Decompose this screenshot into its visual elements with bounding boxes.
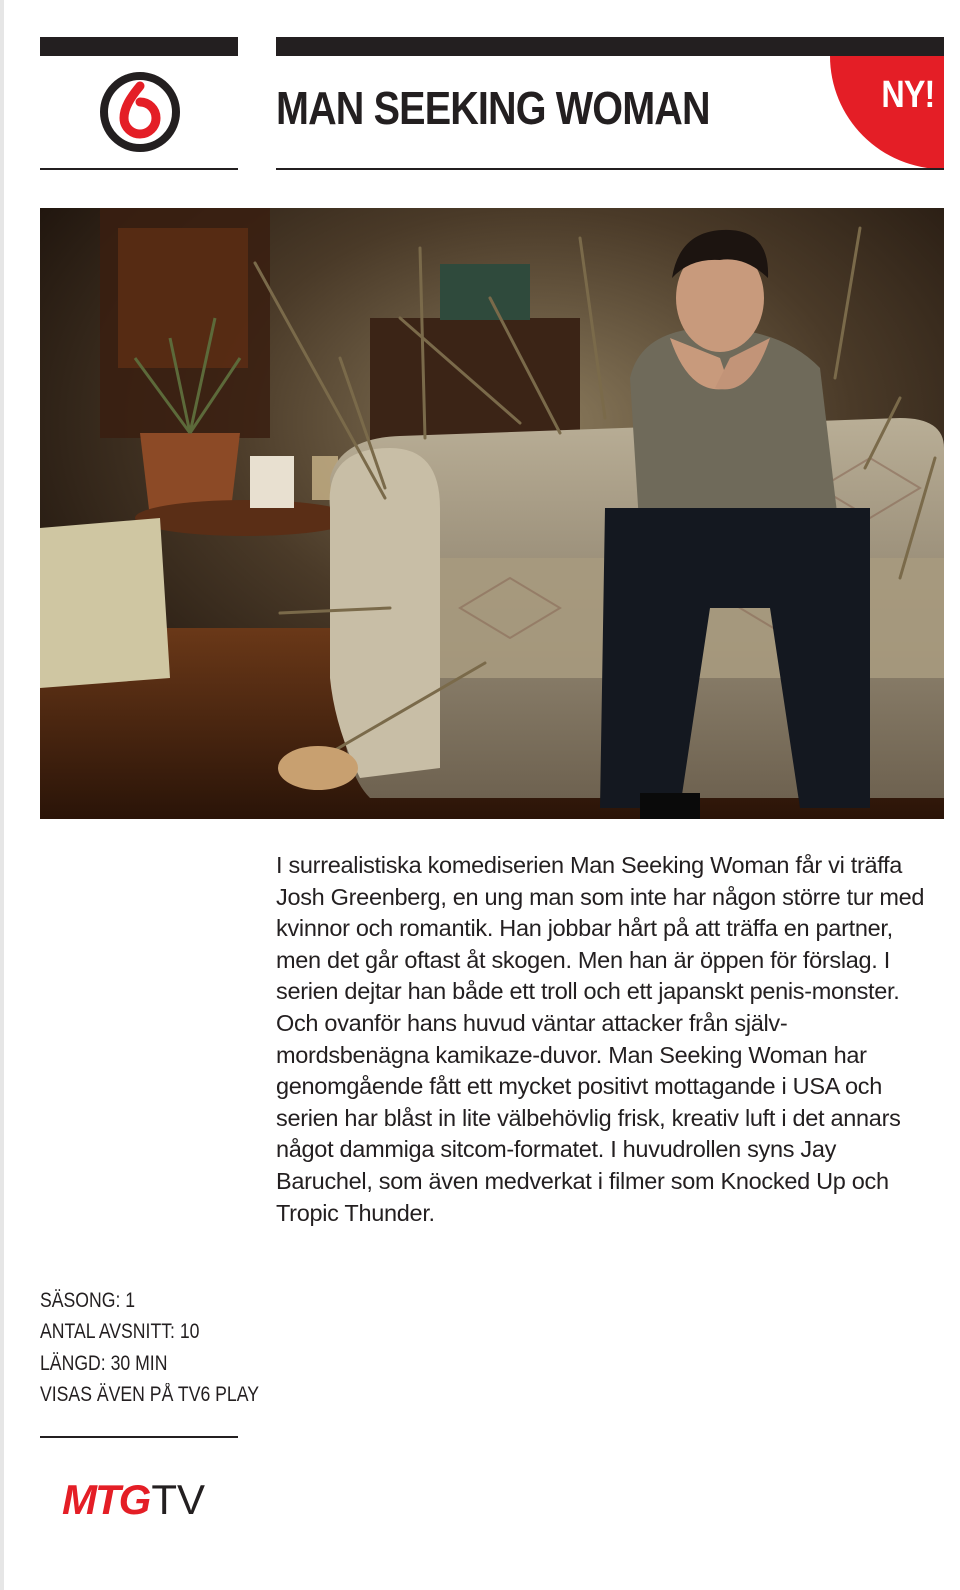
- photo-illustration: [40, 208, 944, 819]
- header-bar-left: [40, 37, 238, 56]
- page-edge: [0, 0, 4, 1590]
- mtg-tv-logo: [62, 1476, 205, 1524]
- new-badge: [830, 56, 944, 169]
- new-badge-label: NY!: [880, 74, 934, 116]
- spec-episodes: ANTAL AVSNITT: 10: [40, 1320, 200, 1344]
- mtg-logo-mark: MTG: [62, 1476, 150, 1523]
- header-rule-left: [40, 168, 238, 170]
- page-title: MAN SEEKING WOMAN: [276, 82, 710, 134]
- footer-rule: [40, 1436, 238, 1438]
- header-rule-right: [276, 168, 944, 170]
- series-specs: [40, 1285, 280, 1411]
- spec-length: LÄNGD: 30 MIN: [40, 1351, 168, 1375]
- spec-season: SÄSONG: 1: [40, 1289, 136, 1312]
- mtg-logo-tv: TV: [151, 1476, 205, 1523]
- spec-also-on: VISAS ÄVEN PÅ TV6 PLAY: [40, 1383, 259, 1407]
- promo-photo: [40, 208, 944, 819]
- description-text: I surrealistiska komediserien Man Seeking Woman får vi träffa Josh Greenberg, en ung man som inte har någon större tur med kvinnor och romantik. Han jobbar hårt på att träffa en partner, men det går oftast åt skogen. Men han är öppen för förslag. I serien dejtar han både ett troll och ett japanskt penis-monster. Och ovanför hans huvud väntar attacker från själv-mordsbenägna kamikaze-duvor. Man Seeking Woman har genomgående fått ett mycket positivt mottagande i USA och serien har blåst in lite välbehövlig frisk, kreativ luft i det annars något dammiga sitcom-formatet. I huvudrollen syns Jay Baruchel, som även medverkat i filmer som Knocked Up och Tropic Thunder.: [276, 852, 925, 1226]
- tv6-logo-icon: [100, 72, 180, 152]
- header-bar-right: [276, 37, 944, 56]
